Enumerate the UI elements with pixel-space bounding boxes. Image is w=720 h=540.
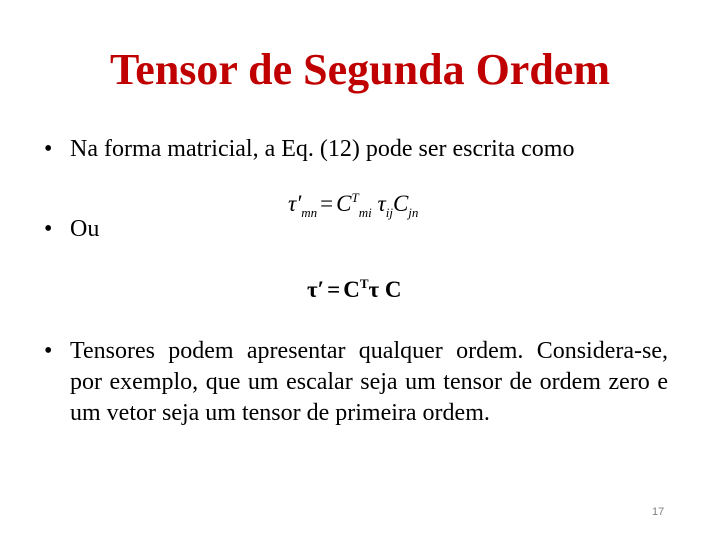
eq2-c2: C [384,277,402,302]
eq1-c2-sub: jn [408,205,419,220]
equation-index-form [288,190,418,221]
bullet-marker: • [44,136,53,162]
slide-title: Tensor de Segunda Ordem [110,45,610,94]
eq1-c1-sup: T [351,190,359,205]
bullet-marker: • [44,338,53,364]
page-number: 17 [652,506,665,518]
eq1-lhs: τ′ [288,191,302,216]
bullet-text-2: Ou [70,216,100,242]
bullet-text-3: Tensores podem apresentar qualquer ordem. Considera-se, por exemplo, que um escalar seja um tensor de ordem zero e um vetor seja um tensor de primeira ordem. [70,338,668,426]
eq1-c2: C [392,191,409,216]
eq2-c1-sup: T [359,276,369,291]
bullet-marker: • [44,216,53,242]
equation-matrix-form [307,276,401,303]
eq2-equals: = [327,277,341,302]
eq2-lhs: τ′ [307,277,325,302]
eq1-tau: τ [377,191,386,216]
eq2-c1: C [343,277,360,302]
eq1-c1: C [336,191,352,216]
eq1-equals: = [320,191,334,216]
bullet-text-1: Na forma matricial, a Eq. (12) pode ser escrita como [70,136,575,162]
eq1-lhs-sub: mn [301,205,318,220]
eq2-tau: τ [368,277,380,302]
eq1-tau-sub: ij [385,205,393,220]
eq1-c1-sub: mi [358,205,372,220]
